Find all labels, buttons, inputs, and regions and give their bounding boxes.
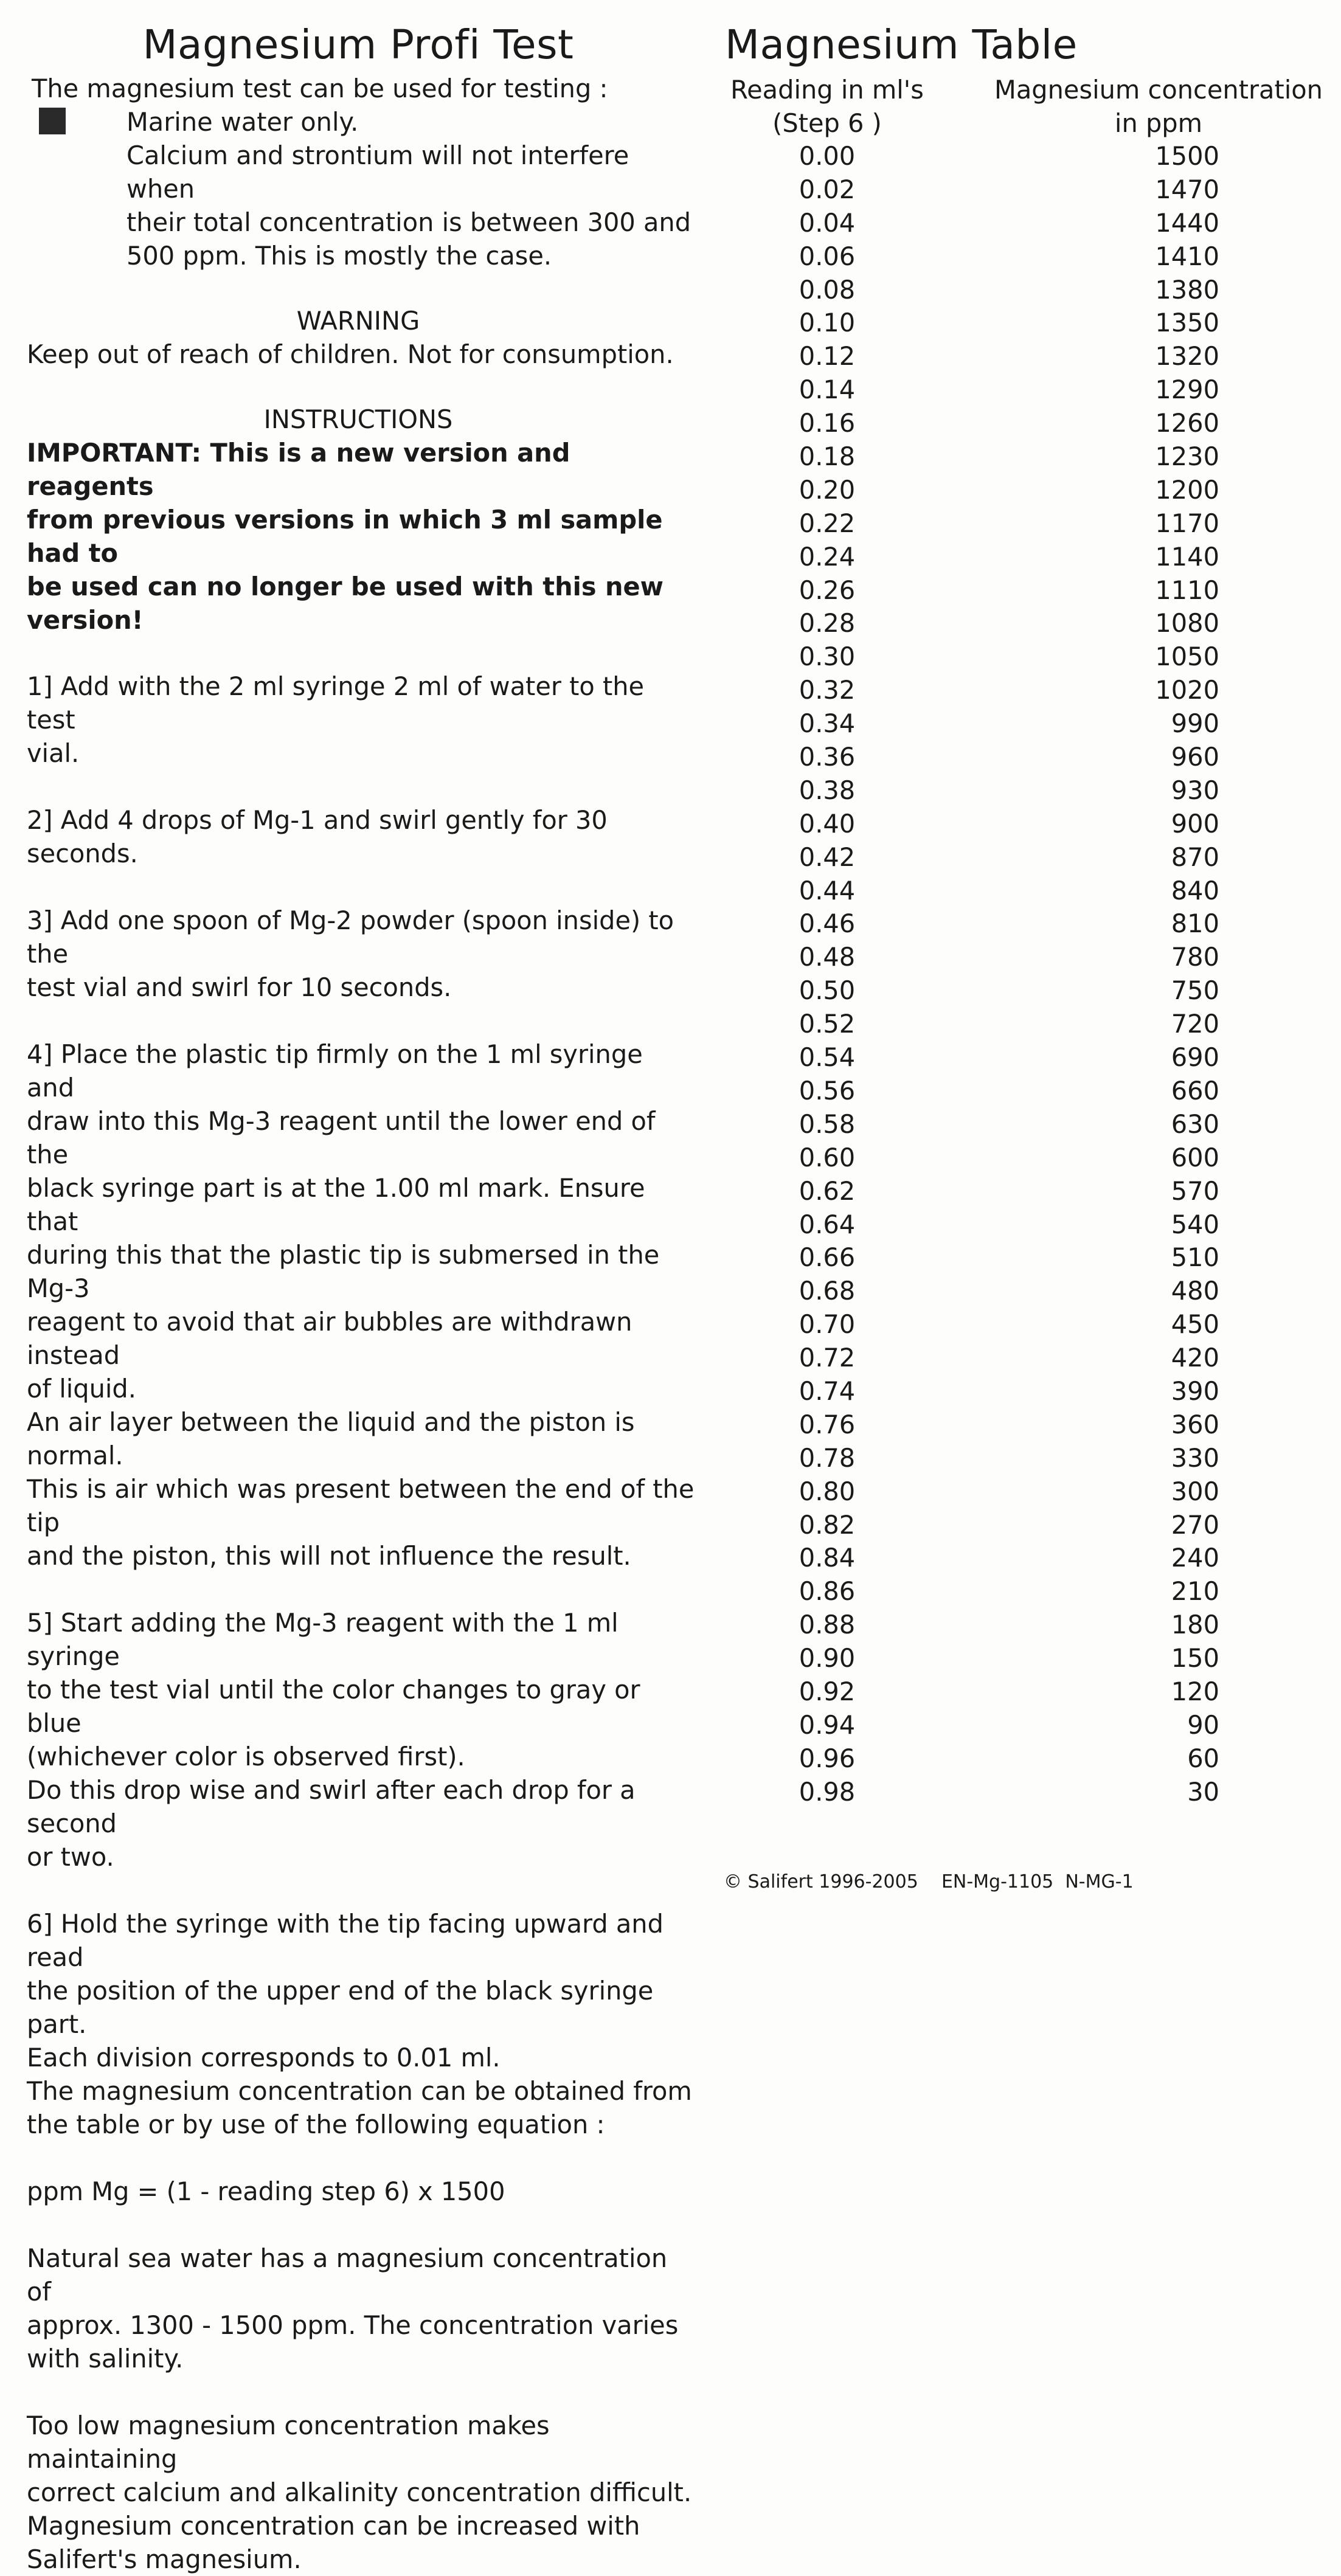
concentration-cell: 660 [1171, 1075, 1219, 1106]
low-magnesium-note: Too low magnesium concentration makes maintaining correct calcium and alkalinity concentration difficult. Magnesium concentration can be increased with Salifert's magnesium. [27, 2411, 692, 2574]
table-row [724, 1041, 1332, 1075]
reading-cell: 0.20 [799, 474, 856, 505]
reading-cell: 0.30 [799, 642, 856, 672]
reading-cell: 0.98 [799, 1776, 856, 1807]
table-row [724, 373, 1332, 407]
reading-cell: 0.56 [799, 1075, 856, 1106]
concentration-cell: 990 [1171, 708, 1219, 739]
table-row [724, 741, 1332, 774]
concentration-cell: 1500 [1155, 141, 1219, 171]
reading-cell: 0.88 [799, 1610, 856, 1640]
table-row [724, 274, 1332, 307]
table-row [724, 1642, 1332, 1675]
table-row [724, 140, 1332, 173]
marine-note-text: Marine water only. Calcium and strontium will not interfere when their total concentration is between 300 and 500 ppm. This is mostly the case. [126, 107, 691, 271]
table-row [724, 173, 1332, 207]
table-row [724, 1008, 1332, 1041]
concentration-cell: 120 [1171, 1676, 1219, 1706]
table-row [724, 674, 1332, 707]
table-row [724, 1575, 1332, 1608]
table-row [724, 841, 1332, 874]
concentration-cell: 1320 [1155, 341, 1219, 372]
reading-cell: 0.28 [799, 608, 856, 639]
table-row [724, 240, 1332, 274]
table-row [724, 1776, 1332, 1809]
concentration-cell: 60 [1187, 1743, 1219, 1773]
concentration-cell: 630 [1171, 1109, 1219, 1139]
concentration-cell: 1440 [1155, 207, 1219, 238]
warning-heading: WARNING [296, 306, 420, 336]
reading-cell: 0.64 [799, 1209, 856, 1239]
concentration-cell: 960 [1171, 742, 1219, 772]
reading-cell: 0.80 [799, 1476, 856, 1506]
table-row [724, 407, 1332, 440]
reading-cell: 0.48 [799, 942, 856, 972]
table-row [724, 1241, 1332, 1275]
concentration-cell: 390 [1171, 1376, 1219, 1406]
table-row [724, 707, 1332, 741]
checkbox-square-icon [39, 108, 66, 134]
step-6: 6] Hold the syringe with the tip facing upward and read the position of the upper end of the black syringe part. Each division corresponds to 0.01 ml. The magnesium concentration can be obtained from the table or by use of the following equation : [27, 1909, 692, 2139]
concentration-column-header: Magnesium concentration in ppm [994, 75, 1323, 138]
warning-text: Keep out of reach of children. Not for consumption. [27, 339, 674, 369]
concentration-cell: 570 [1171, 1175, 1219, 1206]
table-row [724, 1308, 1332, 1342]
concentration-cell: 510 [1171, 1242, 1219, 1273]
reading-cell: 0.06 [799, 241, 856, 271]
table-row [724, 1475, 1332, 1509]
concentration-cell: 1200 [1155, 474, 1219, 505]
concentration-cell: 1350 [1155, 308, 1219, 338]
reading-cell: 0.40 [799, 808, 856, 839]
table-row [724, 1608, 1332, 1642]
concentration-cell: 450 [1171, 1309, 1219, 1340]
reading-cell: 0.62 [799, 1175, 856, 1206]
reading-cell: 0.22 [799, 508, 856, 538]
table-row [724, 474, 1332, 507]
concentration-cell: 1470 [1155, 174, 1219, 204]
concentration-cell: 1380 [1155, 274, 1219, 305]
reading-cell: 0.86 [799, 1576, 856, 1607]
reading-cell: 0.96 [799, 1743, 856, 1773]
concentration-cell: 1050 [1155, 642, 1219, 672]
concentration-cell: 900 [1171, 808, 1219, 839]
reading-cell: 0.10 [799, 308, 856, 338]
table-row [724, 640, 1332, 674]
reading-cell: 0.82 [799, 1509, 856, 1540]
marine-note [32, 105, 696, 272]
table-row [724, 1075, 1332, 1108]
table-row [724, 306, 1332, 340]
intro-text: The magnesium test can be used for testing : [32, 74, 608, 103]
reading-cell: 0.38 [799, 775, 856, 805]
reading-cell: 0.44 [799, 875, 856, 905]
table-row [724, 1375, 1332, 1408]
concentration-cell: 840 [1171, 875, 1219, 905]
step-3: 3] Add one spoon of Mg-2 powder (spoon inside) to the test vial and swirl for 10 seconds. [27, 905, 674, 1002]
concentration-cell: 1260 [1155, 408, 1219, 438]
table-row [724, 574, 1332, 608]
table-row [724, 1675, 1332, 1709]
magnesium-table-column [724, 18, 1332, 1809]
copyright-footer: © Salifert 1996-2005 EN-Mg-1105 N-MG-1 [724, 1871, 1134, 1892]
reading-cell: 0.36 [799, 742, 856, 772]
concentration-cell: 420 [1171, 1343, 1219, 1373]
table-row [724, 207, 1332, 240]
reading-cell: 0.12 [799, 341, 856, 372]
table-title: Magnesium Table [725, 21, 1078, 68]
instructions-column [27, 18, 696, 2576]
concentration-cell: 1080 [1155, 608, 1219, 639]
table-row [724, 808, 1332, 841]
concentration-cell: 270 [1171, 1509, 1219, 1540]
concentration-cell: 750 [1171, 975, 1219, 1006]
table-row [724, 1442, 1332, 1475]
concentration-cell: 1230 [1155, 441, 1219, 472]
page-title: Magnesium Profi Test [142, 21, 574, 68]
instructions-heading: INSTRUCTIONS [263, 404, 453, 434]
table-row [724, 874, 1332, 908]
reading-cell: 0.32 [799, 675, 856, 705]
reading-cell: 0.74 [799, 1376, 856, 1406]
reading-cell: 0.90 [799, 1643, 856, 1674]
concentration-cell: 540 [1171, 1209, 1219, 1239]
concentration-cell: 720 [1171, 1009, 1219, 1039]
reading-cell: 0.72 [799, 1343, 856, 1373]
concentration-cell: 780 [1171, 942, 1219, 972]
table-row [724, 1408, 1332, 1442]
concentration-cell: 930 [1171, 775, 1219, 805]
reading-cell: 0.54 [799, 1042, 856, 1073]
concentration-cell: 180 [1171, 1610, 1219, 1640]
reading-cell: 0.58 [799, 1109, 856, 1139]
concentration-cell: 330 [1171, 1442, 1219, 1473]
reading-cell: 0.68 [799, 1276, 856, 1306]
reading-cell: 0.50 [799, 975, 856, 1006]
table-row [724, 1709, 1332, 1742]
table-row [724, 1141, 1332, 1175]
concentration-cell: 870 [1171, 842, 1219, 872]
reading-cell: 0.76 [799, 1409, 856, 1439]
reading-cell: 0.04 [799, 207, 856, 238]
reading-cell: 0.94 [799, 1709, 856, 1740]
concentration-cell: 600 [1171, 1142, 1219, 1172]
table-row [724, 541, 1332, 574]
concentration-cell: 1020 [1155, 675, 1219, 705]
table-header [724, 73, 1332, 140]
table-row [724, 607, 1332, 640]
concentration-cell: 30 [1187, 1776, 1219, 1807]
reading-cell: 0.24 [799, 541, 856, 572]
step-2: 2] Add 4 drops of Mg-1 and swirl gently for 30 seconds. [27, 805, 608, 868]
table-row [724, 1208, 1332, 1242]
reading-cell: 0.00 [799, 141, 856, 171]
reading-cell: 0.16 [799, 408, 856, 438]
concentration-cell: 150 [1171, 1643, 1219, 1674]
reading-cell: 0.18 [799, 441, 856, 472]
concentration-cell: 1410 [1155, 241, 1219, 271]
table-row [724, 1542, 1332, 1575]
table-row [724, 1342, 1332, 1375]
concentration-cell: 1290 [1155, 375, 1219, 405]
table-row [724, 974, 1332, 1008]
concentration-cell: 810 [1171, 909, 1219, 939]
table-row [724, 1509, 1332, 1542]
step-1: 1] Add with the 2 ml syringe 2 ml of water to the test vial. [27, 671, 645, 768]
table-row [724, 440, 1332, 474]
equation: ppm Mg = (1 - reading step 6) x 1500 [27, 2176, 505, 2206]
table-row [724, 907, 1332, 941]
concentration-cell: 690 [1171, 1042, 1219, 1073]
table-row [724, 340, 1332, 373]
reading-cell: 0.52 [799, 1009, 856, 1039]
reading-cell: 0.78 [799, 1442, 856, 1473]
important-notice: IMPORTANT: This is a new version and reagents from previous versions in which 3 ml sample had to be used can no longer be used with this new version! [27, 438, 664, 635]
reading-cell: 0.26 [799, 575, 856, 605]
concentration-cell: 240 [1171, 1543, 1219, 1573]
reading-cell: 0.92 [799, 1676, 856, 1706]
table-row [724, 774, 1332, 808]
step-5: 5] Start adding the Mg-3 reagent with the 1 ml syringe to the test vial until the color changes to gray or blue (whichever color is observed first). Do this drop wise and swirl after each drop for a second or two. [27, 1608, 640, 1872]
concentration-cell: 300 [1171, 1476, 1219, 1506]
reading-cell: 0.70 [799, 1309, 856, 1340]
concentration-cell: 1140 [1155, 541, 1219, 572]
reading-cell: 0.14 [799, 375, 856, 405]
table-row [724, 1108, 1332, 1141]
reading-cell: 0.08 [799, 274, 856, 305]
reading-cell: 0.02 [799, 174, 856, 204]
concentration-cell: 1110 [1155, 575, 1219, 605]
reading-cell: 0.84 [799, 1543, 856, 1573]
table-row [724, 1742, 1332, 1776]
reading-cell: 0.46 [799, 909, 856, 939]
step-4: 4] Place the plastic tip firmly on the 1 ml syringe and draw into this Mg-3 reagent until the lower end of the black syringe part is at the 1.00 ml mark. Ensure that during this that the plastic tip is submersed in the Mg-3 reagent to avoid that air bubbles are withdrawn instead of liquid. An air layer between the liquid and the piston is normal. This is air which was present between the end of the tip and the piston, this will not influence the result. [27, 1039, 695, 1571]
concentration-cell: 210 [1171, 1576, 1219, 1607]
concentration-cell: 1170 [1155, 508, 1219, 538]
table-row [724, 941, 1332, 974]
concentration-cell: 90 [1187, 1709, 1219, 1740]
table-row [724, 507, 1332, 541]
reading-cell: 0.60 [799, 1142, 856, 1172]
reading-column-header: Reading in ml's (Step 6 ) [730, 75, 924, 138]
reading-cell: 0.34 [799, 708, 856, 739]
table-row [724, 1175, 1332, 1208]
concentration-cell: 480 [1171, 1276, 1219, 1306]
reading-cell: 0.42 [799, 842, 856, 872]
reading-cell: 0.66 [799, 1242, 856, 1273]
concentration-cell: 360 [1171, 1409, 1219, 1439]
table-row [724, 1275, 1332, 1308]
table-body [724, 140, 1332, 1809]
sea-water-note: Natural sea water has a magnesium concentration of approx. 1300 - 1500 ppm. The concentration varies with salinity. [27, 2243, 679, 2373]
